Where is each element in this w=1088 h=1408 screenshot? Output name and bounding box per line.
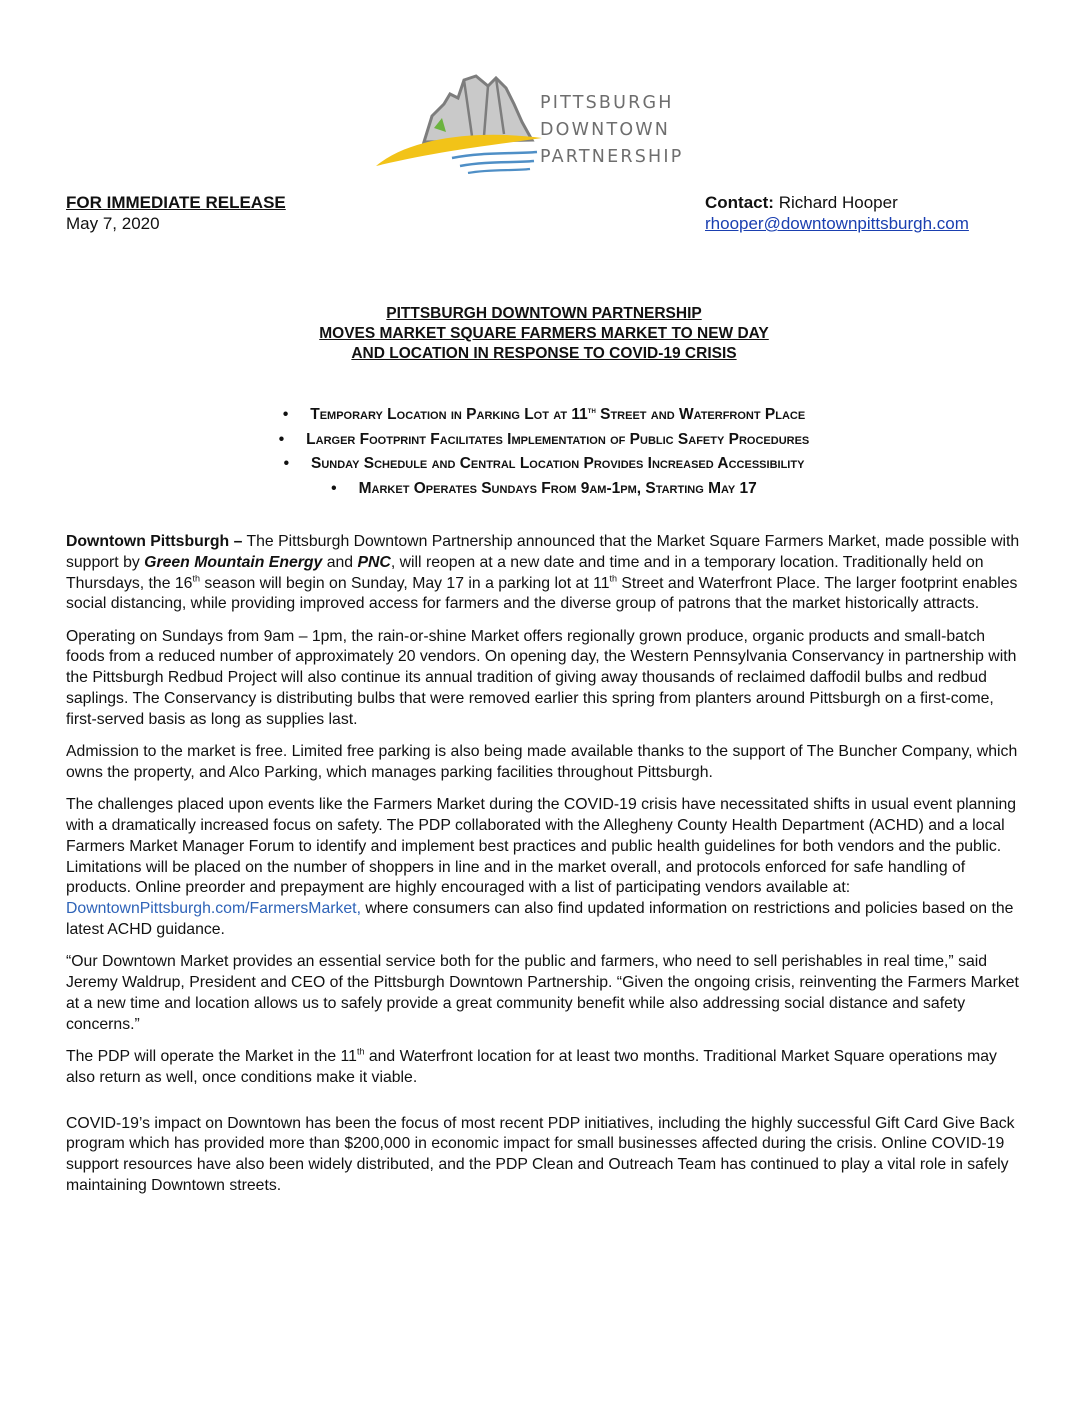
river-blue-icon xyxy=(452,152,537,158)
headline-line: MOVES MARKET SQUARE FARMERS MARKET TO NEW DAY xyxy=(319,325,769,342)
contact-block xyxy=(705,192,969,234)
paragraph: Admission to the market is free. Limited free parking is also being made available thanks to the support of The Buncher Company, which owns the property, and Alco Parking, which manages parking facilities throughout Pittsburgh. xyxy=(66,743,1018,781)
list-item: • Larger Footprint Facilitates Implementation of Public Safety Procedures xyxy=(0,428,1088,453)
list-item: • Temporary Location in Parking Lot at 11th Street and Waterfront Place xyxy=(0,403,1088,428)
farmers-market-link[interactable]: DowntownPittsburgh.com/FarmersMarket, xyxy=(66,900,361,918)
paragraph: The PDP will operate the Market in the 11th and Waterfront location for at least two months. Traditional Market Square operations may also return as well, once conditions make it viable. xyxy=(66,1046,997,1086)
release-label: FOR IMMEDIATE RELEASE xyxy=(66,193,286,212)
headline xyxy=(0,304,1088,364)
logo-wordmark: PITTSBURGH DOWNTOWN PARTNERSHIP xyxy=(540,93,684,167)
paragraph: “Our Downtown Market provides an essential service both for the public and farmers, who need to sell perishables in real time,” said Jeremy Waldrup, President and CEO of the Pittsburgh Downtown Partnership. “Given the ongoing crisis, reinventing the Farmers Market at a new time and location allows us to safely provide a great community benefit while also addressing social distance and safety concerns.” xyxy=(66,953,1019,1033)
paragraph: The challenges placed upon events like the Farmers Market during the COVID-19 crisis have necessitated shifts in usual event planning with a dramatically increased focus on safety. The PDP collaborated with the Allegheny County Health Department (ACHD) and a local Farmers Market Manager Forum to identify and implement best practices and public health guidelines for both vendors and the public. Limitations will be placed on the number of shoppers in line and in the market overall, and protocols enforced for safe handling of products. Online preorder and prepayment are highly encouraged with a list of participating vendors available at: DowntownPittsburgh.com/FarmersMarket, where consumers can also find updated information on restrictions and policies based on the latest ACHD guidance. xyxy=(66,796,1017,939)
paragraph: Downtown Pittsburgh – The Pittsburgh Downtown Partnership announced that the Market Square Farmers Market, made possible with support by Green Mountain Energy and PNC, will reopen at a new date and time and in a temporary location. Traditionally held on Thursdays, the 16th season will begin on Sunday, May 17 in a parking lot at 11th Street and Waterfront Place. The larger footprint enables social distancing, while providing improved access for farmers and the diverse group of patrons that the market historically attracts. xyxy=(66,533,1020,613)
paragraph: COVID-19’s impact on Downtown has been the focus of most recent PDP initiatives, including the highly successful Gift Card Give Back program which has provided more than $200,000 in economic impact for small businesses affected during the crisis. Online COVID-19 support resources have also been widely distributed, and the PDP Clean and Outreach Team has continued to play a vital role in safely maintaining Downtown streets. xyxy=(66,1114,1015,1195)
headline-line: PITTSBURGH DOWNTOWN PARTNERSHIP xyxy=(386,305,702,322)
list-item: • Market Operates Sundays From 9am-1pm, Starting May 17 xyxy=(0,477,1088,502)
bullet-icon: • xyxy=(283,455,290,472)
bullet-icon: • xyxy=(282,406,289,423)
contact-name: Richard Hooper xyxy=(778,193,898,212)
paragraph: Operating on Sundays from 9am – 1pm, the rain-or-shine Market offers regionally grown produce, organic products and small-batch foods from a reduced number of approximately 20 vendors. On opening day, the Western Pennsylvania Conservancy in partnership with the Pittsburgh Redbud Project will also continue its annual tradition of giving away thousands of reclaimed daffodil bulbs and redbud saplings. The Conservancy is distributing bulbs that were removed earlier this spring from planters around Pittsburgh on a first-come, first-served basis as long as supplies last. xyxy=(66,627,1017,728)
headline-line: AND LOCATION IN RESPONSE TO COVID-19 CRISIS xyxy=(351,345,737,362)
release-block xyxy=(66,192,286,234)
contact-email-link[interactable]: rhooper@downtownpittsburgh.com xyxy=(705,214,969,233)
highlights-list xyxy=(0,403,1088,501)
bullet-icon: • xyxy=(331,479,337,497)
skyline-icon xyxy=(424,76,532,142)
press-release-body xyxy=(66,532,1026,1208)
list-item: • Sunday Schedule and Central Location Provides Increased Accessibility xyxy=(0,452,1088,477)
release-date: May 7, 2020 xyxy=(66,214,160,233)
contact-label: Contact: xyxy=(705,193,774,212)
bullet-icon: • xyxy=(278,430,285,448)
